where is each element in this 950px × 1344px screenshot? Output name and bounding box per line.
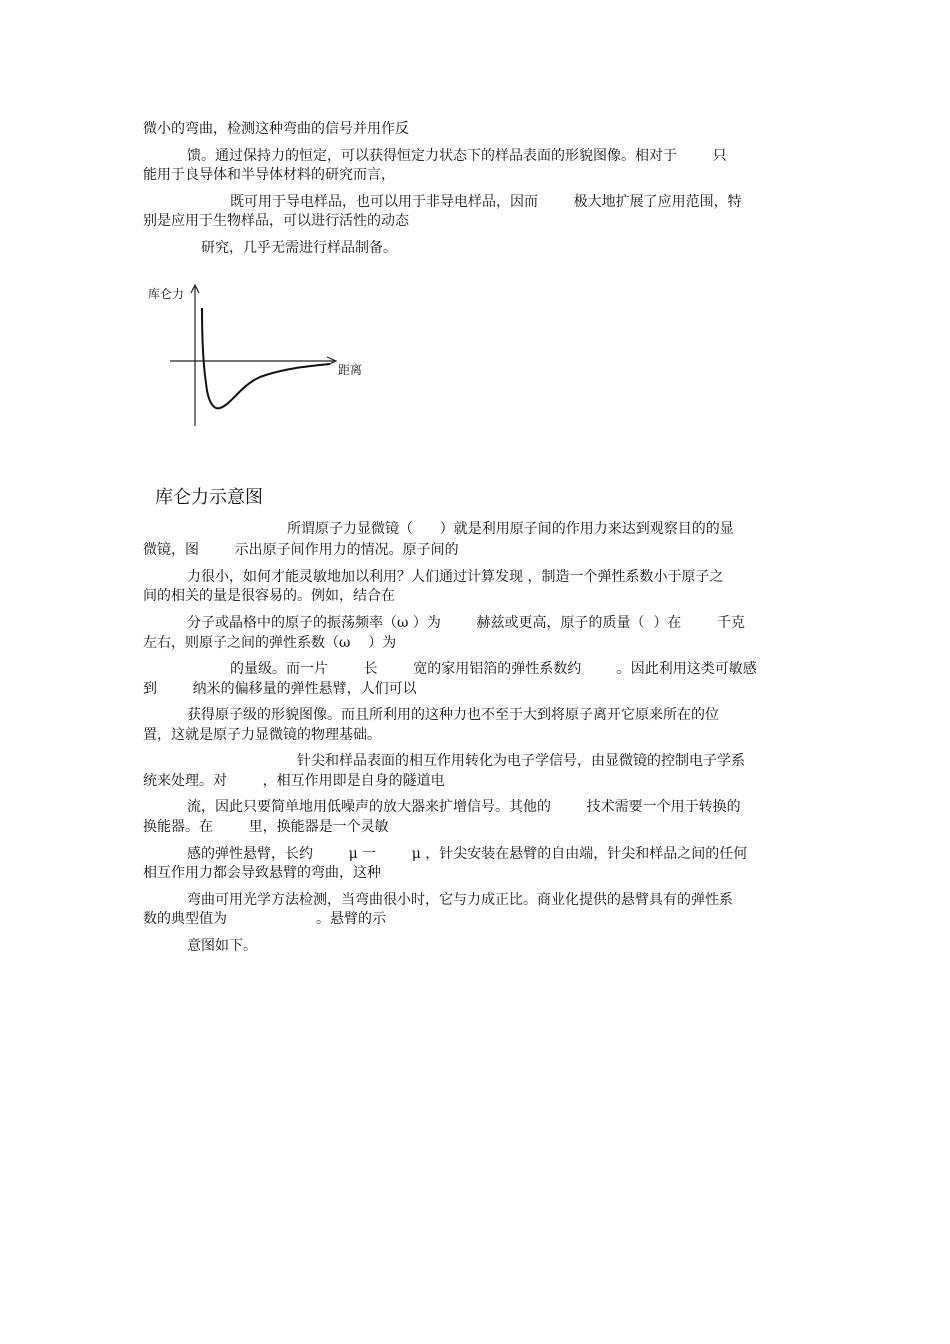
text-line: 到 纳米的偏移量的弹性悬臂，人们可以 <box>143 681 417 697</box>
text-line: 分子或晶格中的原子的振荡频率（ω ）为 赫兹或更高，原子的质量（ ）在 千克 <box>187 615 745 631</box>
text-line: 馈。通过保持力的恒定，可以获得恒定力状态下的样品表面的形貌图像。相对于 只 <box>187 148 727 164</box>
text-line: 所谓原子力显微镜（ ）就是利用原子间的作用力来达到观察目的的显 <box>287 521 734 537</box>
text-line: 间的相关的量是很容易的。例如，结合在 <box>143 588 395 604</box>
text-line: 能用于良导体和半导体材料的研究而言， <box>143 167 395 183</box>
text-line: 统来处理。对 ，相互作用即是自身的隧道电 <box>143 773 445 789</box>
text-line: 获得原子级的形貌图像。而且所利用的这种力也不至于大到将原子离开它原来所在的位 <box>187 707 719 723</box>
figure-caption: 库仑力示意图 <box>155 487 263 508</box>
coulomb-force-diagram <box>140 278 380 438</box>
text-line: 左右，则原子之间的弹性系数（ω ）为 <box>143 635 397 651</box>
text-line: 力很小，如何才能灵敏地加以利用？人们通过计算发现 ，制造一个弹性系数小于原子之 <box>187 569 724 585</box>
text-line: 弯曲可用光学方法检测，当弯曲很小时，它与力成正比。商业化提供的悬臂具有的弹性系 <box>187 892 733 908</box>
text-line: 意图如下。 <box>187 938 257 954</box>
x-axis-label: 距离 <box>338 363 363 377</box>
text-line: 既可用于导电样品，也可以用于非导电样品，因而 极大地扩展了应用范围，特 <box>230 194 742 210</box>
text-line: 研究，几乎无需进行样品制备。 <box>201 240 397 256</box>
y-axis-label: 库仑力 <box>148 287 185 301</box>
text-line: 微镜，图 示出原子间作用力的情况。原子间的 <box>143 542 459 558</box>
text-line: 别是应用于生物样品，可以进行活性的动态 <box>143 213 409 229</box>
text-line: 的量级。而一片 长 宽的家用铝箔的弹性系数约 。因此利用这类可敏感 <box>230 661 757 677</box>
text-line: 针尖和样品表面的相互作用转化为电子学信号，由显微镜的控制电子学系 <box>297 753 745 769</box>
text-line: 相互作用力都会导致悬臂的弯曲，这种 <box>143 865 381 881</box>
text-line: 数的典型值为 。悬臂的示 <box>143 911 387 927</box>
text-line: 感的弹性悬臂，长约 μ 一 μ ，针尖安装在悬臂的自由端，针尖和样品之间的任何 <box>187 846 748 862</box>
text-line: 置，这就是原子力显微镜的物理基础。 <box>143 727 381 743</box>
coulomb-force-figure <box>140 278 380 442</box>
text-line: 流，因此只要简单地用低噪声的放大器来扩增信号。其他的 技术需要一个用于转换的 <box>187 799 741 815</box>
text-line: 换能器。在 里，换能器是一个灵敏 <box>143 819 389 835</box>
force-curve <box>202 308 330 408</box>
text-line: 微小的弯曲，检测这种弯曲的信号并用作反 <box>143 121 409 137</box>
